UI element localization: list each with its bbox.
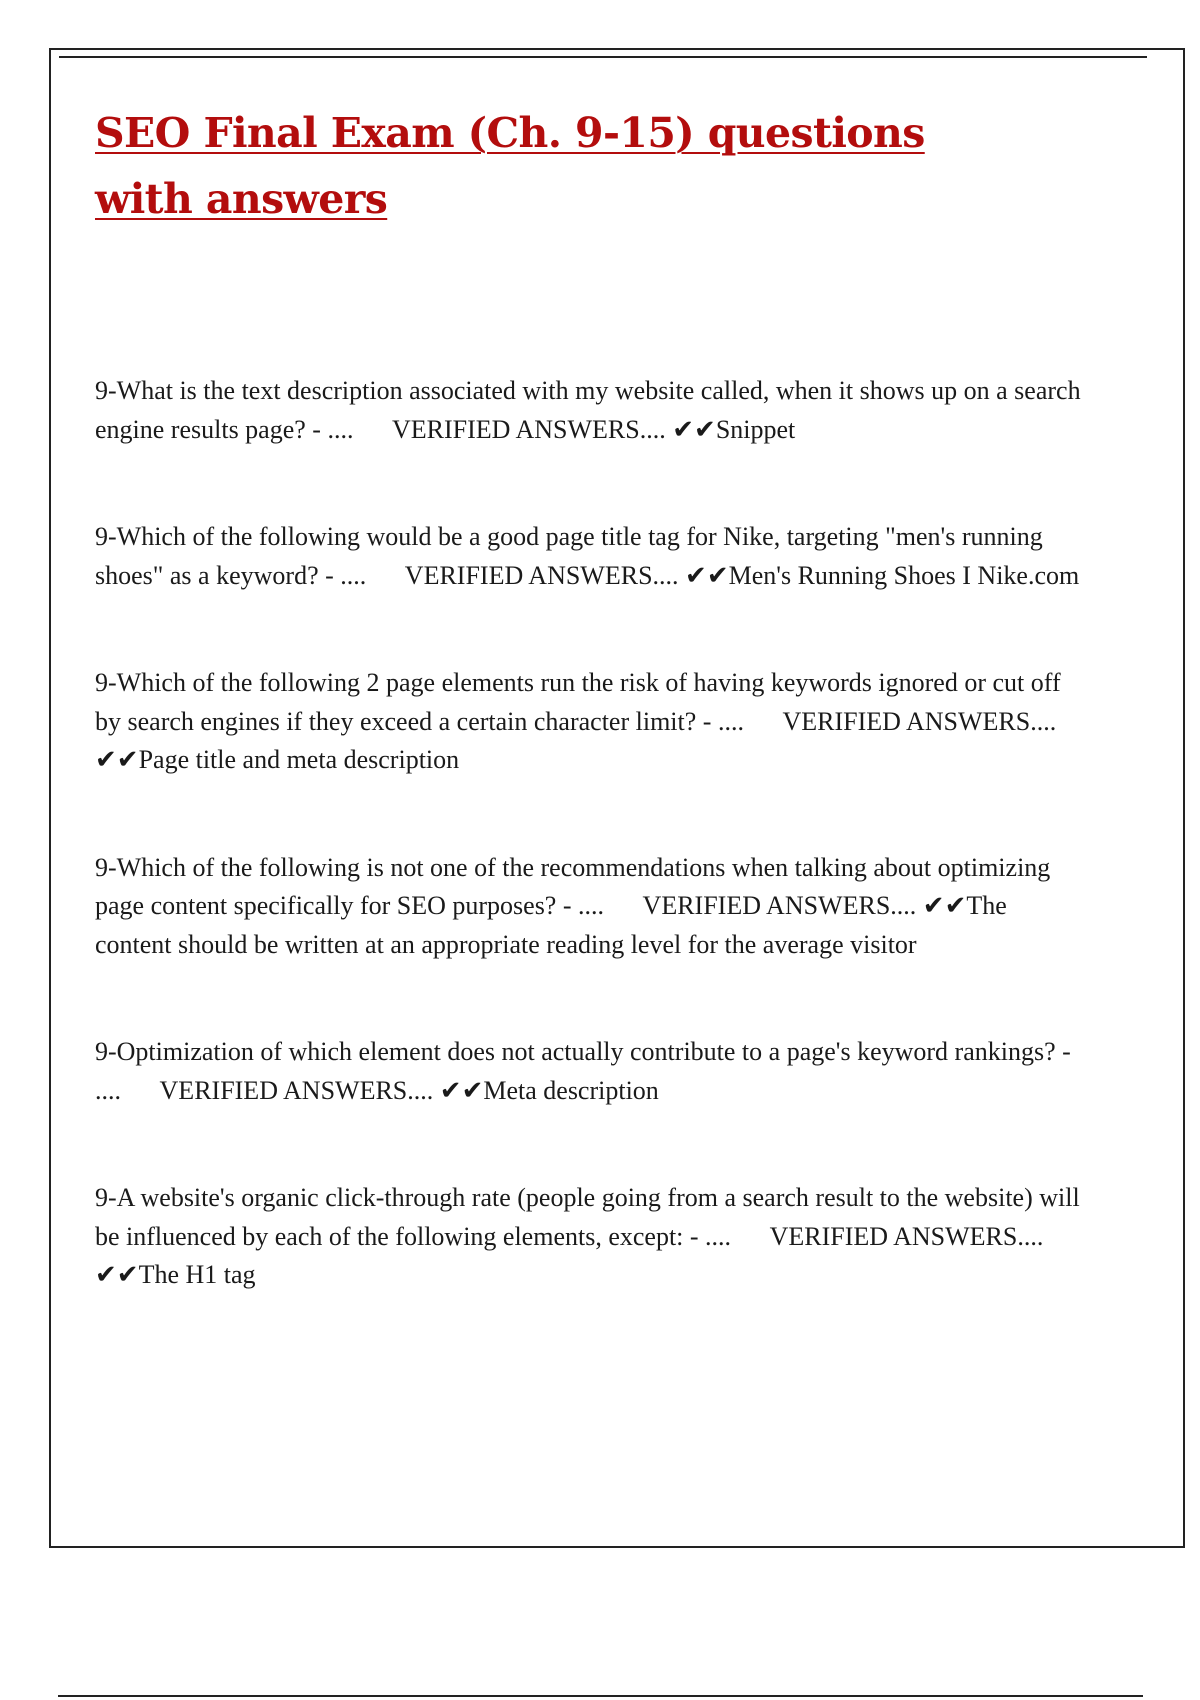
qa-item <box>95 518 1085 595</box>
answer-text: ✔✔Meta description <box>439 1075 659 1105</box>
answer-text: ✔✔Page title and meta description <box>95 745 460 774</box>
document-title: SEO Final Exam (Ch. 9-15) questions with answers <box>95 109 925 223</box>
question-text: 9-Which of the following is not one of the recommendations when talking about optimizing page content specifically for SEO purposes? - .... <box>95 852 1057 920</box>
verified-label: VERIFIED ANSWERS.... <box>392 414 666 444</box>
question-text: 9-What is the text description associated with my website called, when it shows up on a search engine results page? - .... <box>95 376 1088 444</box>
footer-rule <box>58 1695 1143 1697</box>
qa-item <box>95 849 1085 965</box>
question-text: 9-Optimization of which element does not actually contribute to a page's keyword rankings? - .... <box>95 1037 1078 1105</box>
answer-text: ✔✔Snippet <box>672 414 796 444</box>
verified-label: VERIFIED ANSWERS.... <box>782 706 1057 736</box>
qa-item <box>95 1033 1085 1110</box>
qa-item <box>95 664 1085 780</box>
answer-text: ✔✔The content should be written at an appropriate reading level for the average visitor <box>95 891 1014 959</box>
question-text: 9-A website's organic click-through rate (people going from a search result to the website) will be influenced by each of the following elements, except: - .... <box>95 1183 1087 1251</box>
question-text: 9-Which of the following would be a good page title tag for Nike, targeting "men's running shoes" as a keyword? - .... <box>95 522 1050 590</box>
qa-item <box>95 372 1088 449</box>
top-rule <box>59 56 1147 58</box>
answer-text: ✔✔Men's Running Shoes I Nike.com <box>685 560 1080 590</box>
verified-label: VERIFIED ANSWERS.... <box>404 560 679 590</box>
verified-label: VERIFIED ANSWERS.... <box>642 891 917 920</box>
question-text: 9-Which of the following 2 page elements run the risk of having keywords ignored or cut off by search engines if they exceed a certain character limit? - .... <box>95 668 1068 736</box>
verified-label: VERIFIED ANSWERS.... <box>159 1075 434 1105</box>
answer-text: ✔✔The H1 tag <box>95 1260 256 1289</box>
qa-list <box>95 372 1088 1295</box>
verified-label: VERIFIED ANSWERS.... <box>769 1221 1044 1251</box>
qa-item <box>95 1179 1085 1295</box>
